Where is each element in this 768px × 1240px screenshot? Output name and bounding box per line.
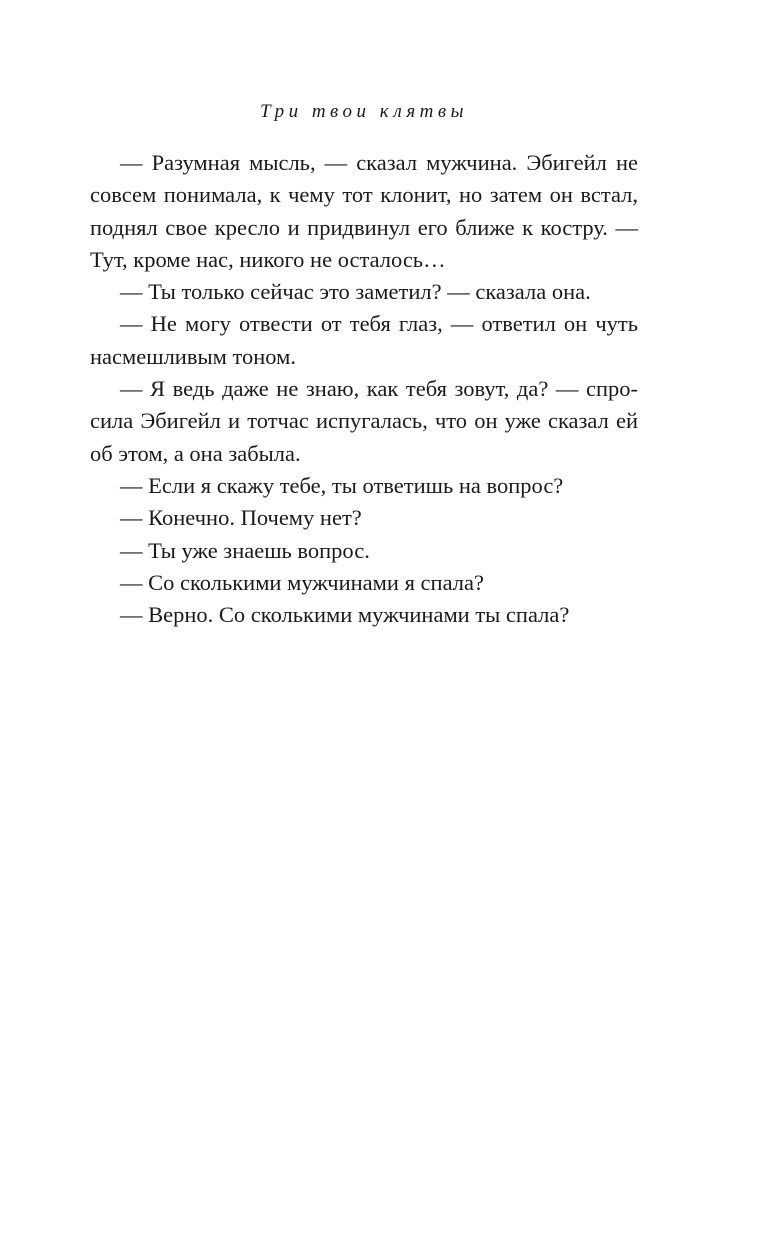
paragraph: — Ты уже знаешь вопрос. [120, 537, 370, 563]
paragraph: — Я ведь даже не знаю, как тебя зовут, да? — спросила Эбигейл и тотчас испугалась, что он уже сказал ей об этом, а она забыла. [90, 376, 638, 466]
paragraph: — Верно. Со сколькими мужчинами ты спала? [120, 602, 570, 628]
running-head: Три твои клятвы [259, 101, 469, 122]
paragraph: — Разумная мысль, — сказал мужчина. Эбигейл не совсем понимала, к чему тот клонит, но затем он встал, поднял свое кресло и придвинул его ближе к костру. — Тут, кроме нас, никого не осталось… [90, 150, 638, 272]
paragraph: — Ты только сейчас это заметил? — сказала она. [120, 279, 591, 305]
body-text [90, 147, 638, 631]
paragraph: — Со сколькими мужчинами я спала? [120, 569, 484, 595]
paragraph: — Если я скажу тебе, ты ответишь на вопрос? [120, 472, 564, 498]
paragraph: — Конечно. Почему нет? [120, 505, 362, 531]
paragraph: — Не могу отвести от тебя глаз, — ответил он чуть насмешливым тоном. [90, 311, 638, 369]
